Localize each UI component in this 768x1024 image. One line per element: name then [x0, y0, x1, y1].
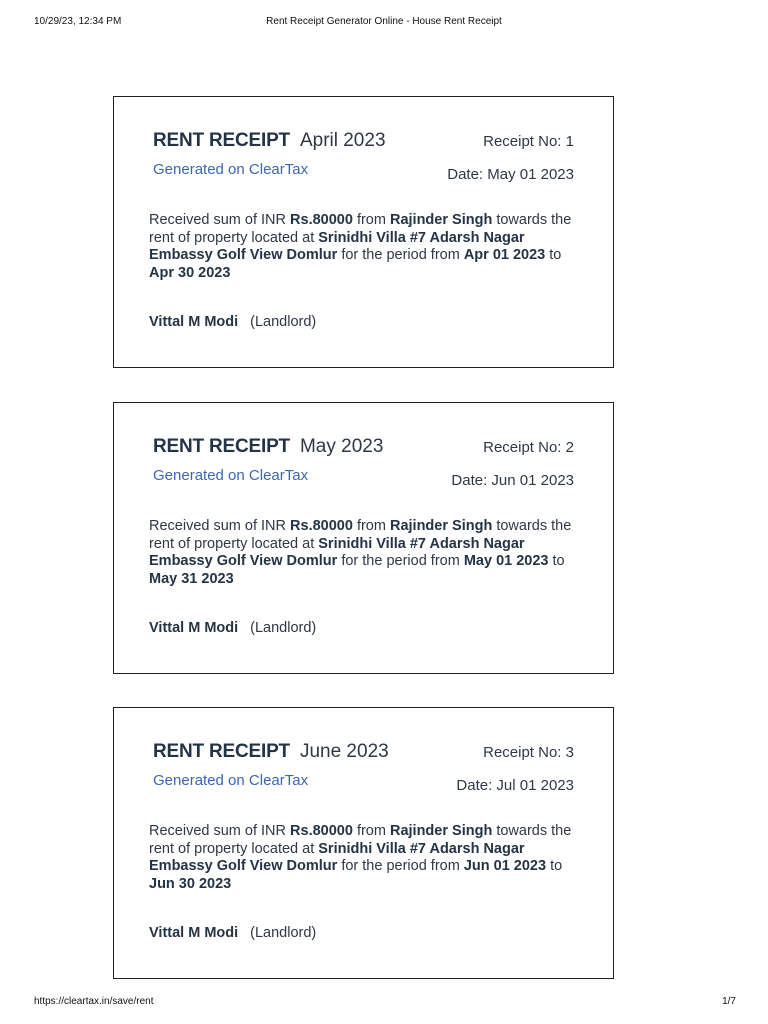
- receipt-number: Receipt No: 1: [483, 133, 574, 150]
- body-text: from: [352, 823, 390, 839]
- receipt-heading: [153, 741, 389, 763]
- receipt-body: [149, 518, 589, 588]
- period-to: Jun 30 2023: [149, 875, 232, 892]
- body-text: Received sum of INR: [149, 823, 291, 839]
- receipt-heading: [153, 436, 383, 458]
- body-text: from: [352, 518, 390, 534]
- landlord-name: Vittal M Modi: [149, 620, 239, 636]
- generated-on-label: Generated on ClearTax: [153, 467, 309, 484]
- receipt-heading: [153, 130, 386, 152]
- receipt-period: April 2023: [299, 130, 386, 151]
- property-address: Srinidhi Villa #7 Adarsh Nagar Embassy Golf View Domlur: [149, 229, 525, 263]
- period-from: Apr 01 2023: [463, 247, 546, 263]
- body-text: Received sum of INR: [149, 212, 291, 228]
- receipt-date: Date: Jul 01 2023: [456, 777, 574, 794]
- receipt-number: Receipt No: 3: [483, 744, 574, 761]
- print-page-title: Rent Receipt Generator Online - House Rent Receipt: [266, 16, 502, 27]
- print-page-number: 1/7: [722, 996, 736, 1007]
- landlord-role: (Landlord): [250, 620, 317, 636]
- rent-receipt-card: [113, 96, 614, 368]
- receipt-title: RENT RECEIPT: [153, 436, 290, 457]
- body-text: Received sum of INR: [149, 518, 291, 534]
- receipt-title: RENT RECEIPT: [153, 130, 290, 151]
- property-address: Srinidhi Villa #7 Adarsh Nagar Embassy Golf View Domlur: [149, 535, 525, 569]
- body-text: for the period from: [337, 858, 464, 874]
- receipt-title: RENT RECEIPT: [153, 741, 290, 762]
- receipt-date: Date: May 01 2023: [447, 166, 574, 183]
- body-text: towards the rent of property located at: [149, 823, 572, 857]
- generated-on-label: Generated on ClearTax: [153, 161, 309, 178]
- property-address: Srinidhi Villa #7 Adarsh Nagar Embassy Golf View Domlur: [149, 840, 525, 874]
- print-footer: [0, 996, 768, 1010]
- rent-receipt-card: [113, 707, 614, 979]
- body-text: to: [548, 553, 565, 569]
- rent-amount: Rs.80000: [290, 518, 353, 534]
- landlord-signature: [149, 925, 316, 941]
- print-datetime: 10/29/23, 12:34 PM: [34, 16, 122, 27]
- body-text: from: [352, 212, 390, 228]
- landlord-name: Vittal M Modi: [149, 925, 239, 941]
- period-from: May 01 2023: [463, 553, 549, 569]
- body-text: towards the rent of property located at: [149, 518, 572, 552]
- landlord-role: (Landlord): [250, 314, 317, 330]
- rent-amount: Rs.80000: [290, 212, 353, 228]
- receipt-number: Receipt No: 2: [483, 439, 574, 456]
- receipt-body: [149, 212, 589, 282]
- print-header: [0, 16, 768, 30]
- period-from: Jun 01 2023: [463, 858, 547, 874]
- rent-amount: Rs.80000: [290, 823, 353, 839]
- period-to: May 31 2023: [149, 570, 234, 587]
- body-text: to: [546, 858, 563, 874]
- receipt-date: Date: Jun 01 2023: [451, 472, 574, 489]
- tenant-name: Rajinder Singh: [389, 823, 493, 839]
- period-to: Apr 30 2023: [149, 264, 231, 281]
- receipt-period: June 2023: [299, 741, 389, 762]
- body-text: for the period from: [337, 247, 464, 263]
- print-url: https://cleartax.in/save/rent: [34, 996, 154, 1007]
- body-text: for the period from: [337, 553, 464, 569]
- receipt-period: May 2023: [299, 436, 384, 457]
- body-text: towards the rent of property located at: [149, 212, 572, 246]
- landlord-name: Vittal M Modi: [149, 314, 239, 330]
- tenant-name: Rajinder Singh: [389, 518, 493, 534]
- tenant-name: Rajinder Singh: [389, 212, 493, 228]
- generated-on-label: Generated on ClearTax: [153, 772, 309, 789]
- body-text: to: [545, 247, 562, 263]
- landlord-signature: [149, 620, 316, 636]
- landlord-signature: [149, 314, 316, 330]
- landlord-role: (Landlord): [250, 925, 317, 941]
- receipt-body: [149, 823, 589, 893]
- rent-receipt-card: [113, 402, 614, 674]
